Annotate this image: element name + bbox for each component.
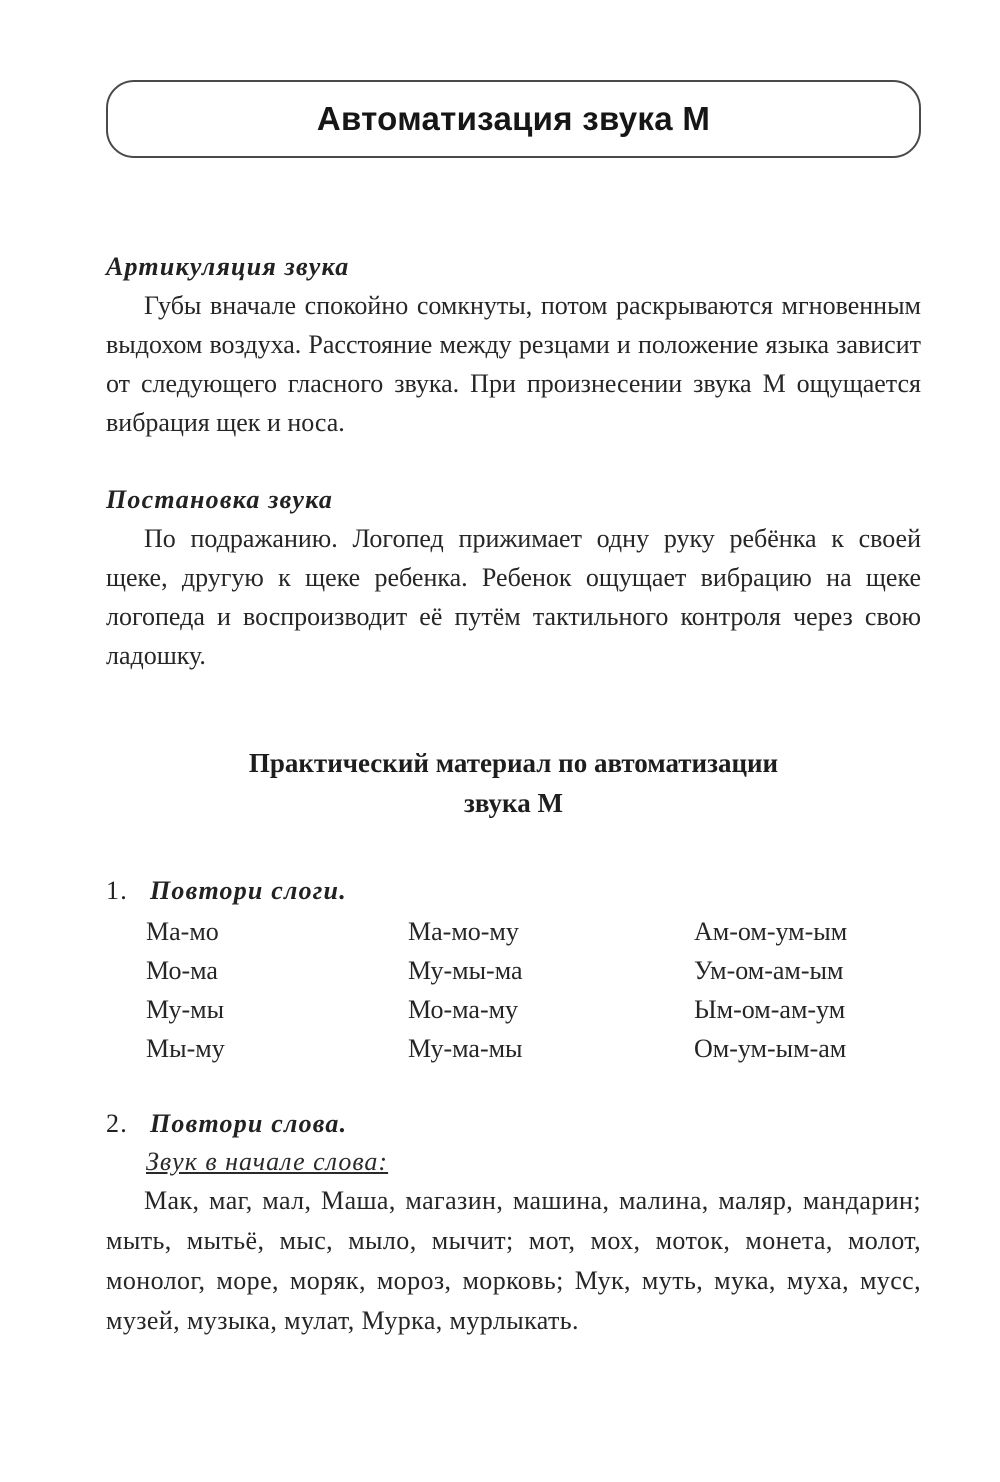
setting-section xyxy=(106,481,921,675)
articulation-heading: Артикуляция звука xyxy=(106,252,350,281)
practice-title-line1: Практический материал по автоматизации xyxy=(248,748,779,778)
syllable-cell: Ма-мо xyxy=(146,916,219,946)
word-list: Мак, маг, мал, Маша, магазин, машина, малина, маляр, мандарин; мыть, мытьё, мыс, мыло, мычит; мот, мох, моток, монета, молот, монолог, море, моряк, мороз, морковь; Мук, муть, мука, муха, мусс, музей, музыка, мулат, Мурка, мурлыкать. xyxy=(106,1186,921,1335)
exercise1-number: 1. xyxy=(106,876,128,905)
exercise2-section xyxy=(106,1105,921,1341)
setting-heading: Постановка звука xyxy=(106,485,334,514)
exercise1-heading-wrap xyxy=(106,872,921,910)
setting-text: По подражанию. Логопед прижимает одну руку ребёнка к своей щеке, другую к щеке ребенка. Ребенок ощущает вибрацию на щеке логопеда и воспроизводит её путём тактильного контроля через свою ладошку. xyxy=(106,524,921,670)
syllable-cell: Му-мы-ма xyxy=(408,955,523,985)
syllable-cell: Му-мы xyxy=(146,994,225,1024)
syllable-cell: Ма-мо-му xyxy=(408,916,519,946)
syllable-table xyxy=(146,912,906,1068)
exercise1-title: Повтори слоги. xyxy=(150,876,347,905)
table-row xyxy=(146,1029,906,1068)
syllable-cell: Ум-ом-ам-ым xyxy=(694,955,844,985)
exercise2-heading xyxy=(106,1105,921,1143)
practice-title xyxy=(106,743,921,823)
word-start-label: Звук в начале слова: xyxy=(146,1147,389,1176)
articulation-text: Губы вначале спокойно сомкнуты, потом раскрываются мгновенным выдохом воздуха. Расстояние между резцами и положение языка зависит от следующего гласного звука. При произнесении звука М ощущается вибрация щек и носа. xyxy=(106,291,921,437)
practice-title-line2: звука М xyxy=(464,788,563,818)
page-title: Автоматизация звука М xyxy=(316,100,711,137)
syllable-cell: Ам-ом-ум-ым xyxy=(694,916,848,946)
syllable-cell: Ом-ум-ым-ам xyxy=(694,1033,847,1063)
syllable-cell: Му-ма-мы xyxy=(408,1033,523,1063)
title-box xyxy=(106,80,921,158)
exercise1-heading xyxy=(106,872,921,910)
table-row xyxy=(146,990,906,1029)
articulation-section xyxy=(106,248,921,442)
exercise2-title: Повтори слова. xyxy=(150,1109,348,1138)
syllable-cell: Мо-ма-му xyxy=(408,994,519,1024)
exercise2-number: 2. xyxy=(106,1109,128,1138)
syllable-cell: Ым-ом-ам-ум xyxy=(694,994,846,1024)
syllable-cell: Мы-му xyxy=(146,1033,225,1063)
table-row xyxy=(146,912,906,951)
syllable-cell: Мо-ма xyxy=(146,955,218,985)
table-row xyxy=(146,951,906,990)
